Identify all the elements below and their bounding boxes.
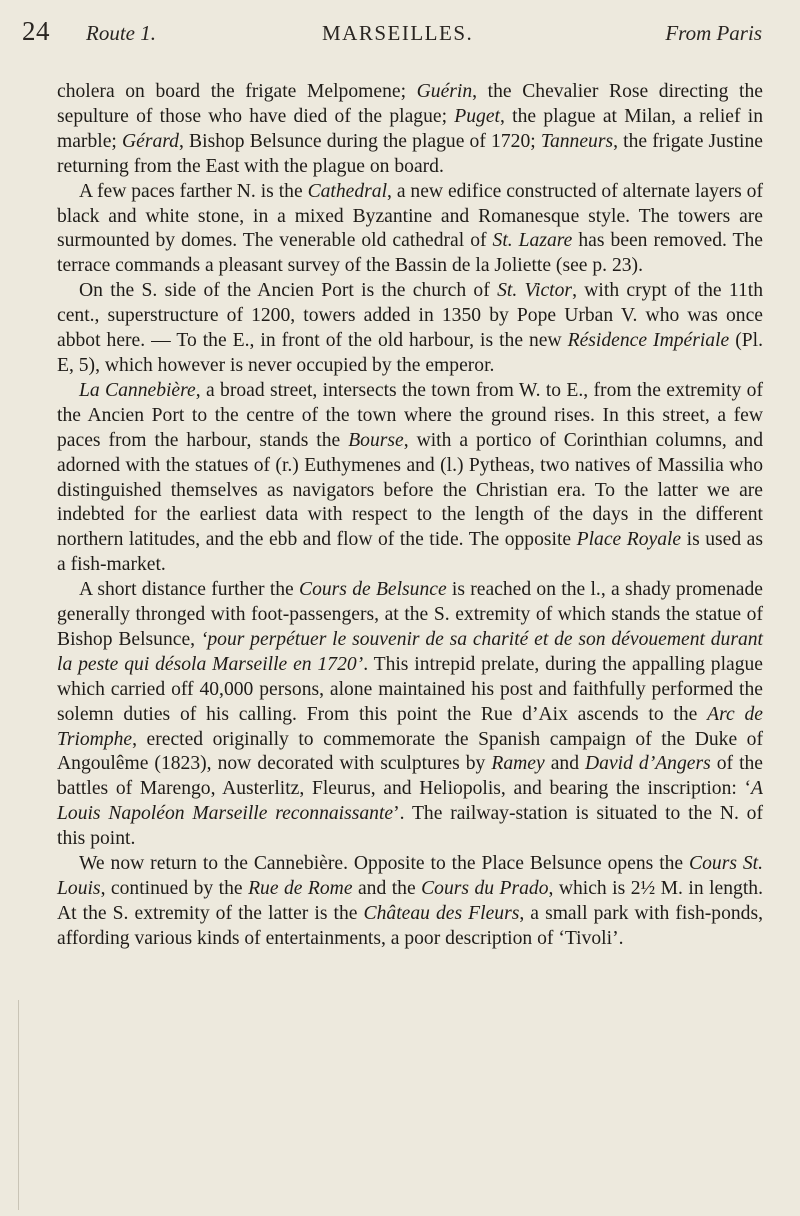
italic-text: Cathedral — [307, 180, 388, 202]
text-run: , a small park with fish-ponds, affording various kinds of entertainments, a poor description of ‘Tivoli’. — [57, 902, 763, 949]
paragraph — [57, 578, 763, 852]
italic-text: Arc de Triomphe — [57, 703, 763, 750]
text-run: is reached on the l., a shady promenade generally thronged with foot-passengers, at the S. extremity of which stands the statue of Bishop Belsunce, — [57, 579, 763, 650]
italic-text: Place Royale — [576, 529, 682, 551]
paragraph — [57, 279, 763, 379]
italic-text: St. Victor — [497, 280, 573, 302]
italic-text: Tanneurs — [540, 130, 614, 152]
italic-text: St. Lazare — [492, 230, 573, 252]
text-run: of the battles of Marengo, Austerlitz, Fleurus, and Heliopolis, and bearing the inscription: ‘ — [57, 753, 764, 800]
text-run: , the Chevalier Rose directing the sepulture of those who have died of the plague; — [57, 81, 763, 127]
text-run: , Bishop Belsunce during the plague of 1720; — [178, 130, 541, 152]
italic-text: La Cannebière — [79, 379, 196, 401]
route-label: Route 1. — [86, 21, 156, 45]
running-header — [22, 16, 762, 50]
text-run: (Pl. E, 5), which however is never occupied by the emperor. — [57, 330, 763, 376]
text-run: , erected originally to commemorate the Spanish campaign of the Duke of Angoulême (1823), now decorated with sculptures by — [57, 728, 763, 775]
binding-edge — [18, 1000, 19, 1210]
running-title: MARSEILLES. — [322, 21, 474, 45]
italic-text: Bourse — [348, 429, 404, 451]
italic-text: Cours St. Louis — [57, 853, 764, 899]
text-run: . This intrepid prelate, during the appalling plague which carried off 40,000 persons, alone maintained his post and faithfully performed the solemn duties of his calling. From this point the Rue d’Aix ascends to the — [57, 653, 763, 725]
text-run: is used as a fish-market. — [57, 529, 763, 576]
text-run: ’. The railway-station is situated to the N. of this point. — [57, 803, 763, 850]
page-number: 24 — [22, 16, 50, 46]
italic-text: Ramey — [491, 753, 545, 775]
text-run: , which is 2½ M. in length. At the S. extremity of the latter is the — [57, 878, 763, 924]
text-run: A short distance further the — [79, 579, 300, 601]
text-run: and — [544, 753, 585, 775]
text-run: , with crypt of the 11th cent., superstructure of 1200, towers added in 1350 by Pope Urban V. who was once abbot here. — To the E., in front of the old harbour, is the new — [57, 280, 763, 352]
italic-text: Rue de Rome — [248, 878, 353, 899]
italic-text: Gérard — [122, 130, 179, 152]
text-run: On the S. side of the Ancien Port is the church of — [79, 280, 498, 302]
italic-text: Château des Fleurs — [363, 902, 520, 924]
text-run: , continued by the — [100, 878, 249, 899]
italic-text: Puget — [454, 105, 500, 127]
paragraph — [57, 852, 763, 952]
from-label: From Paris — [665, 21, 762, 45]
italic-text: Cours de Belsunce — [299, 579, 447, 601]
italic-text: Cours du Prado — [421, 878, 549, 899]
text-run: and the — [352, 878, 422, 899]
paragraph — [57, 379, 763, 578]
text-run: A few paces farther N. is the — [79, 180, 308, 202]
text-run: , the plague at Milan, a relief in marble; — [57, 105, 764, 152]
text-run: We now return to the Cannebière. Opposite to the Place Belsunce opens the — [79, 853, 690, 875]
italic-text: ‘pour perpétuer le souvenir de sa charité et de son dévouement durant la peste qui désola Marseille en 1720’ — [57, 628, 764, 675]
text-run: , a new edifice constructed of alternate layers of black and white stone, in a mixed Byzantine and Romanesque style. The towers are surmounted by domes. The venerable old cathedral of — [57, 180, 763, 252]
text-run: , with a portico of Corinthian columns, and adorned with the statues of (r.) Euthymenes and (l.) Pytheas, two natives of Massilia who distinguished themselves as navigators before the Christian era. To the latter we are indebted for the earliest data with respect to the length of the days in the different northern latitudes, and the ebb and flow of the tide. The opposite — [57, 429, 763, 551]
italic-text: David d’Angers — [585, 753, 711, 775]
italic-text: Résidence Impériale — [567, 330, 730, 352]
text-run: has been removed. The terrace commands a pleasant survey of the Bassin de la Joliette (see p. 23). — [57, 230, 763, 277]
paragraph — [57, 180, 763, 280]
italic-text: Guérin — [416, 81, 473, 102]
italic-text: A Louis Napoléon Marseille reconnaissante — [57, 778, 763, 825]
text-run: , a broad street, intersects the town from W. to E., from the extremity of the Ancien Port to the centre of the town where the ground rises. In this street, a few paces from the harbour, stands the — [57, 379, 763, 451]
text-run: , the frigate Justine returning from the East with the plague on board. — [57, 130, 763, 177]
paragraph — [57, 80, 763, 180]
text-run: cholera on board the frigate Melpomene; — [57, 81, 417, 102]
body-text — [57, 80, 763, 952]
